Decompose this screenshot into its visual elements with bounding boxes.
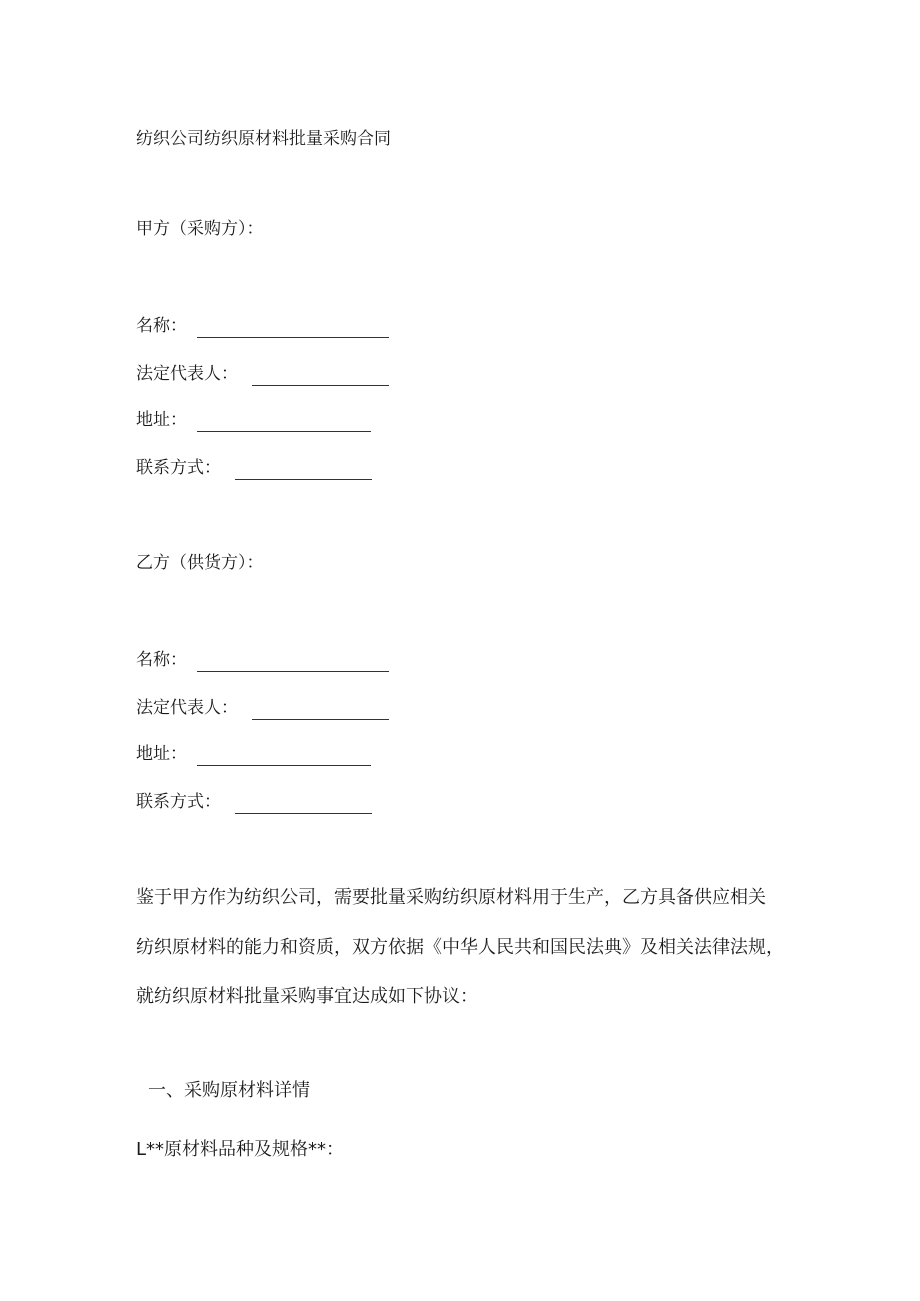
section-1-heading: 一、采购原材料详情 — [148, 1080, 310, 1101]
fill-in-blank — [197, 319, 389, 338]
item-1-label: L**原材料品种及规格**： — [136, 1139, 345, 1160]
fill-in-blank — [197, 653, 389, 672]
party-a-name-field — [136, 314, 389, 338]
party-b-heading: 乙方（供货方）： — [136, 553, 264, 573]
party-b-contact-field — [136, 790, 372, 814]
preamble-line-3: 就纺织原材料批量采购事宜达成如下协议： — [136, 986, 478, 1007]
field-label: 地址： — [136, 410, 187, 430]
fill-in-blank — [252, 701, 389, 720]
fill-in-blank — [252, 367, 389, 386]
party-b-address-field — [136, 742, 371, 766]
fill-in-blank — [235, 461, 372, 480]
party-a-representative-field — [136, 362, 389, 386]
field-label: 联系方式： — [136, 792, 221, 812]
preamble-line-2: 纺织原材料的能力和资质，双方依据《中华人民共和国民法典》及相关法律法规， — [136, 937, 784, 958]
party-a-contact-field — [136, 456, 372, 480]
fill-in-blank — [235, 795, 372, 814]
document-title: 纺织公司纺织原材料批量采购合同 — [136, 129, 391, 149]
field-label: 联系方式： — [136, 458, 221, 478]
party-a-address-field — [136, 408, 371, 432]
fill-in-blank — [197, 747, 371, 766]
field-label: 名称： — [136, 316, 187, 336]
field-label: 法定代表人： — [136, 698, 238, 718]
field-label: 地址： — [136, 744, 187, 764]
party-a-heading: 甲方（采购方）： — [136, 219, 264, 239]
field-label: 法定代表人： — [136, 364, 238, 384]
fill-in-blank — [197, 413, 371, 432]
party-b-representative-field — [136, 696, 389, 720]
preamble-line-1: 鉴于甲方作为纺织公司，需要批量采购纺织原材料用于生产，乙方具备供应相关 — [136, 887, 766, 908]
field-label: 名称： — [136, 650, 187, 670]
party-b-name-field — [136, 648, 389, 672]
